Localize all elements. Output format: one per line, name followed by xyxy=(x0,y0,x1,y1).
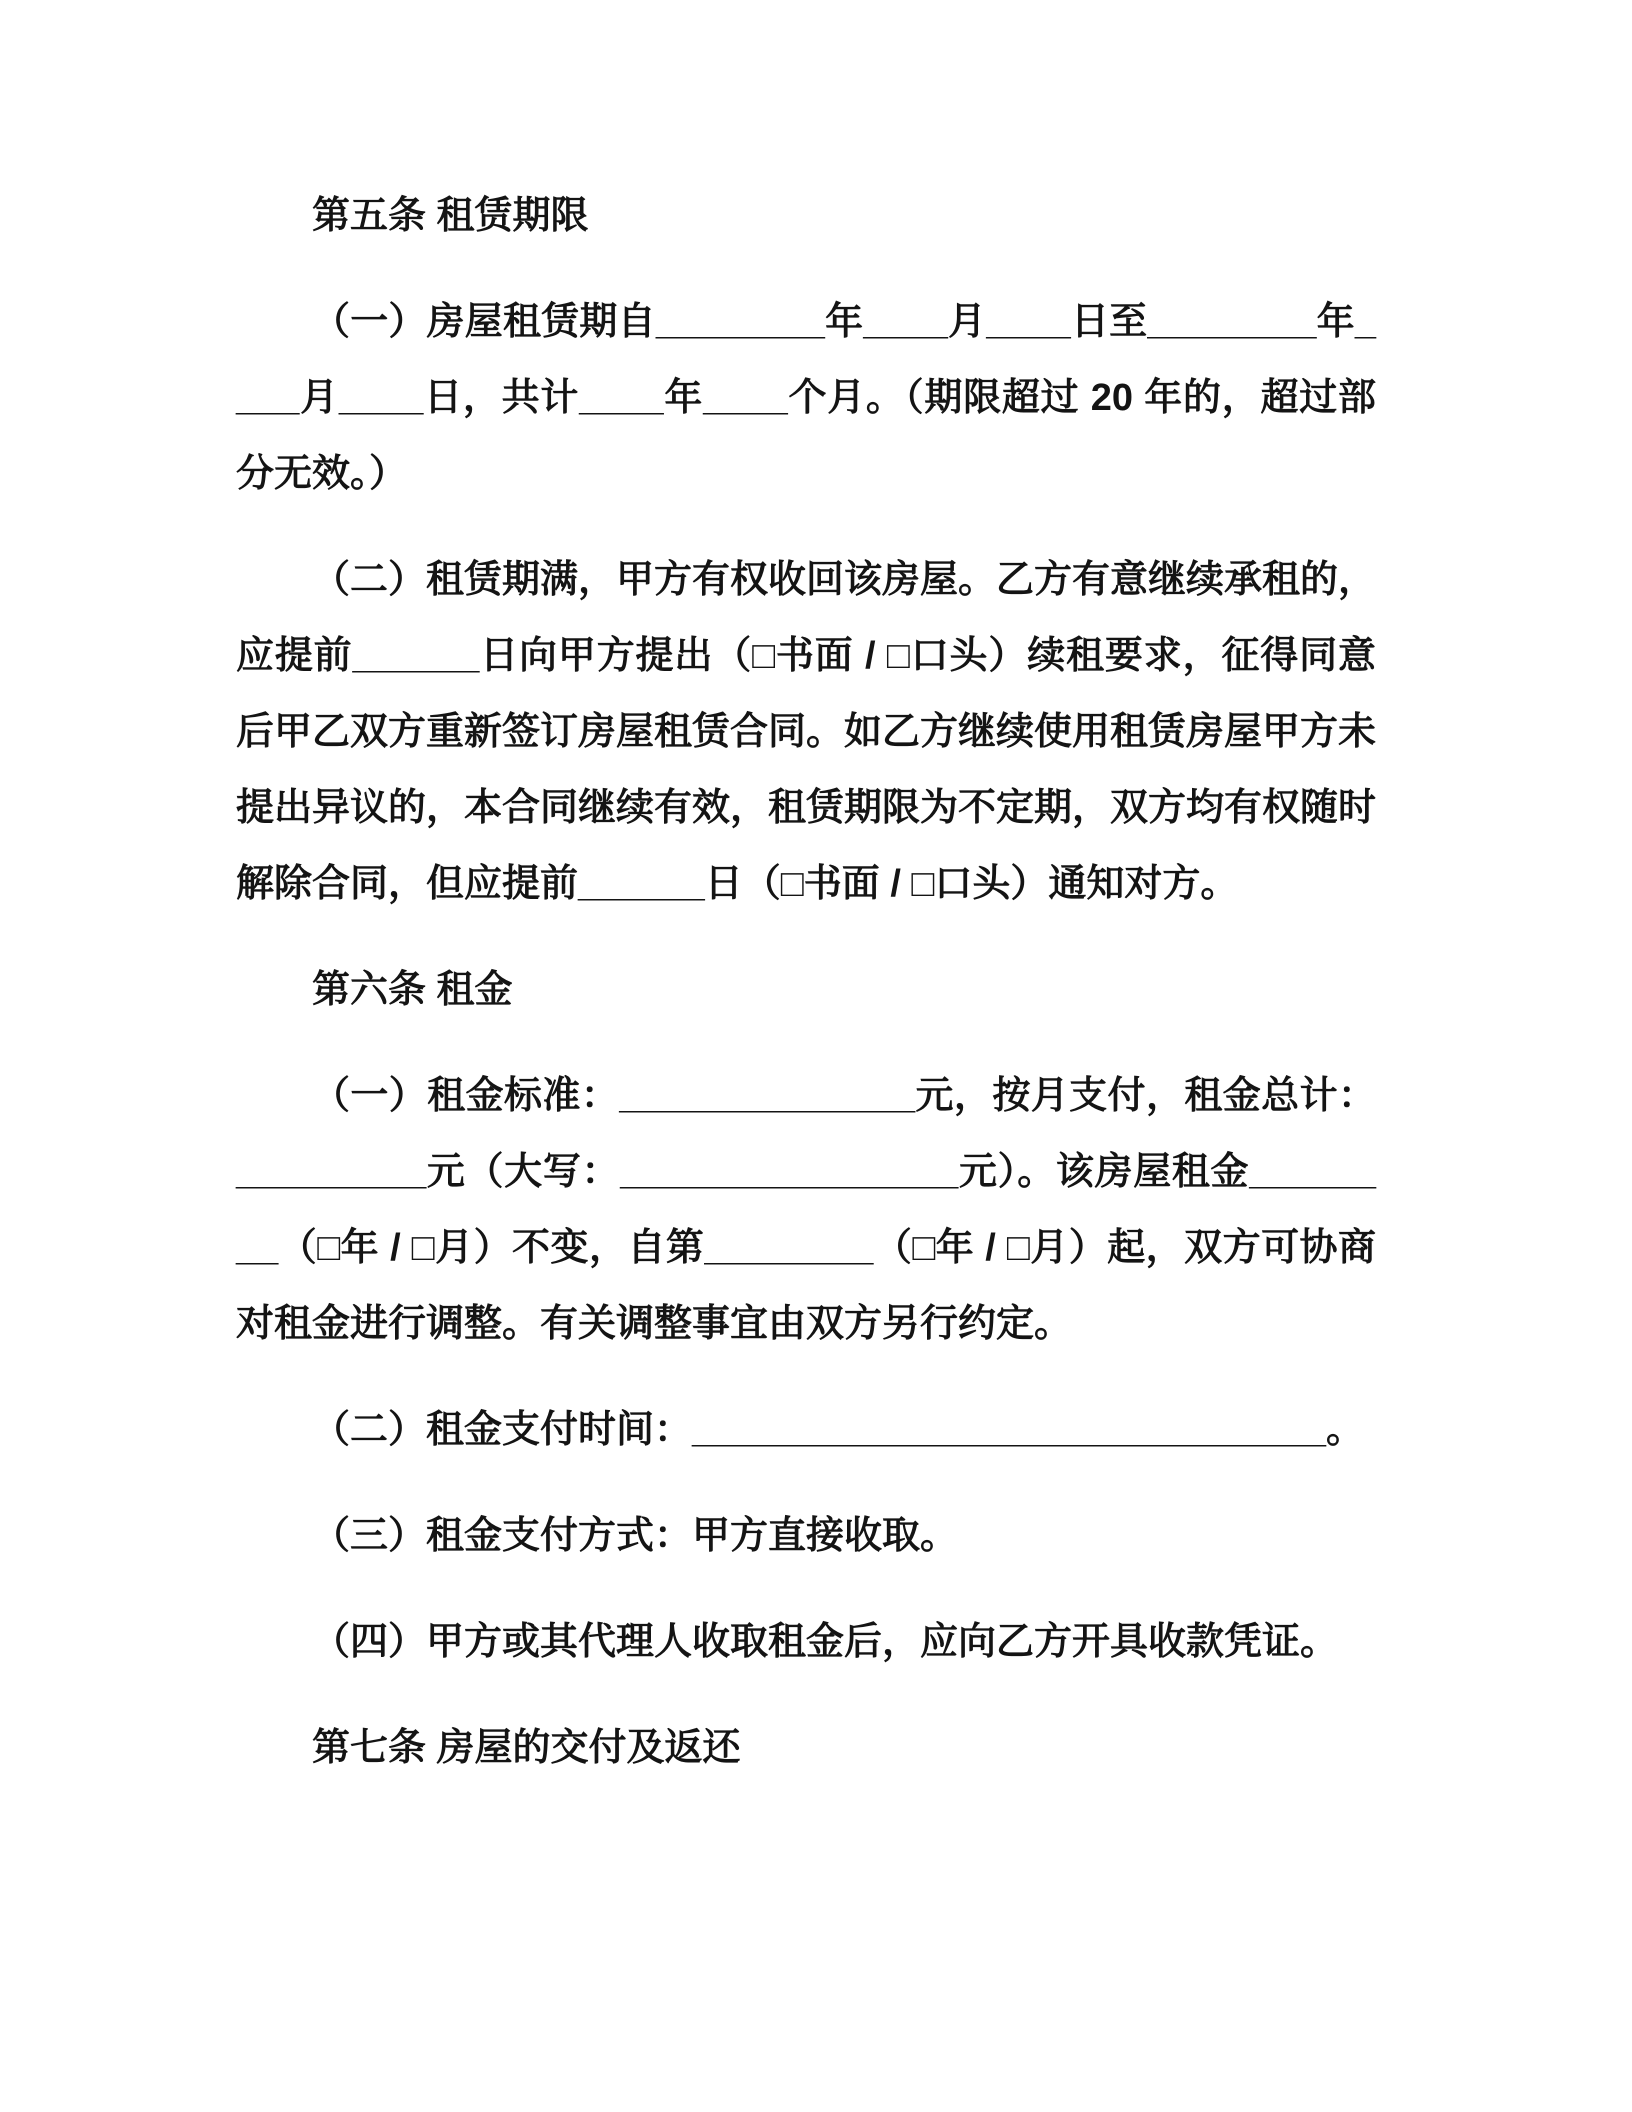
section-heading-article-6: 第六条 租金 xyxy=(312,969,513,1011)
section-heading-article-5: 第五条 租赁期限 xyxy=(312,195,589,237)
clause-6-4-receipt: （四）甲方或其代理人收取租金后，应向乙方开具收款凭证。 xyxy=(312,1621,1339,1663)
clause-6-2-payment-time: （二）租金支付时间：______________________________。 xyxy=(312,1409,1365,1451)
clause-6-3-payment-method: （三）租金支付方式：甲方直接收取。 xyxy=(312,1515,959,1557)
clause-5-2-renewal: （二）租赁期满，甲方有权收回该房屋。乙方有意继续承租的，应提前______日向甲方提出（□书面 / □口头）续租要求，征得同意后甲乙双方重新签订房屋租赁合同。如乙方继续使用租赁房屋甲方未提出异议的，本合同继续有效，租赁期限为不定期，双方均有权随时解除合同，但应提前______日（□书面 / □口头）通知对方。 xyxy=(236,559,1377,905)
section-heading-article-7: 第七条 房屋的交付及返还 xyxy=(312,1727,741,1769)
clause-6-1-rent-standard: （一）租金标准：______________元，按月支付，租金总计：_________元（大写：________________元）。该房屋租金________（□年 / □月）不变，自第________（□年 / □月）起，双方可协商对租金进行调整。有关调整事宜由双方另行约定。 xyxy=(236,1075,1376,1345)
clause-5-1-lease-term: （一）房屋租赁期自________年____月____日至________年____月____日，共计____年____个月。（期限超过 20 年的，超过部分无效。） xyxy=(236,301,1376,495)
